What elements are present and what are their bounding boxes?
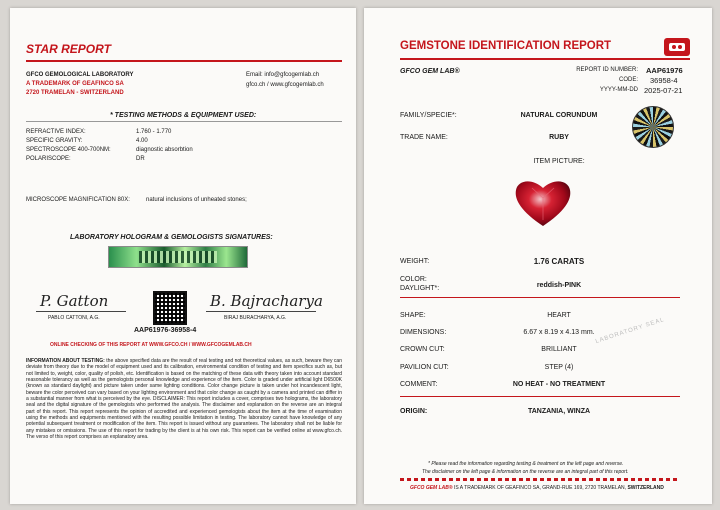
signer-1-name: PABLO CATTONI, A.G.	[48, 315, 100, 321]
online-check-link[interactable]: ONLINE CHECKING OF THIS REPORT AT WWW.GFCO.CH / WWW.GFCOGEMLAB.CH	[50, 342, 252, 348]
report-id-label: REPORT ID NUMBER:	[576, 67, 638, 73]
weight-label: WEIGHT:	[400, 258, 430, 265]
signature-line-1	[36, 311, 126, 312]
hologram-heading: LABORATORY HOLOGRAM & GEMOLOGISTS SIGNATURES:	[70, 234, 273, 241]
qr-code-icon[interactable]	[153, 291, 187, 325]
spec-value-ri: 1.760 - 1.770	[136, 129, 172, 135]
hologram-image	[108, 246, 248, 268]
signature-2: B. Bajracharya	[210, 292, 323, 310]
spec-label-sg: SPECIFIC GRAVITY:	[26, 138, 83, 144]
origin-value: TANZANIA, WINZA	[527, 408, 591, 415]
lab-website: gfco.ch / www.gfcogemlab.ch	[246, 82, 324, 88]
comment-divider	[400, 396, 680, 397]
dimensions-label: DIMENSIONS:	[400, 329, 447, 336]
comment-label: COMMENT:	[400, 381, 438, 388]
methods-divider	[26, 121, 342, 122]
right-page	[364, 8, 712, 504]
color-divider	[400, 297, 680, 298]
daylight-label: DAYLIGHT*:	[400, 285, 440, 292]
color-label: COLOR:	[400, 276, 427, 283]
shape-value: HEART	[547, 312, 571, 319]
footer-brand: GFCO GEM LAB®	[410, 485, 453, 491]
title-rule	[26, 60, 342, 62]
gem-lab-name: GFCO GEM LAB®	[400, 68, 460, 75]
spec-label-ri: REFRACTIVE INDEX:	[26, 129, 86, 135]
spec-label-spectro: SPECTROSCOPE 400-700NM:	[26, 147, 111, 153]
pavilion-cut-label: PAVILION CUT:	[400, 364, 449, 371]
testing-information	[26, 358, 342, 440]
family-label: FAMILY/SPECIE*:	[400, 112, 457, 119]
spec-label-polariscope: POLARISCOPE:	[26, 156, 71, 162]
crown-cut-label: CROWN CUT:	[400, 346, 445, 353]
seal-watermark: LABORATORY SEAL	[594, 316, 666, 346]
gfco-logo-icon	[664, 38, 690, 56]
weight-value: 1.76 CARATS	[533, 257, 585, 266]
spec-value-spectro: diagnostic absorbtion	[136, 147, 193, 153]
lab-email: Email: info@gfcogemlab.ch	[246, 72, 320, 78]
signer-2-name: BIRAJ BURACHARYA, A.G.	[224, 315, 287, 321]
code-value: 36958-4	[650, 76, 678, 85]
star-report-title: STAR REPORT	[26, 42, 111, 56]
item-picture-label: ITEM PICTURE:	[533, 158, 585, 165]
dimensions-value: 6.67 x 8.19 x 4.13 mm.	[523, 329, 595, 336]
trade-name-label: TRADE NAME:	[400, 134, 448, 141]
origin-label: ORIGIN:	[400, 408, 428, 415]
footer-text: IS A TRADEMARK OF GEAFINCO SA, GRAND-RUE 169, 2720 TRAMELAN,	[453, 485, 627, 491]
date-value: 2025-07-21	[644, 86, 683, 95]
laboratory-seal-icon	[632, 106, 674, 148]
footer-line	[410, 485, 664, 491]
report-id-value: AAP61976	[646, 66, 683, 75]
signature-line-2	[206, 311, 316, 312]
crown-cut-value: BRILLIANT	[541, 346, 577, 353]
microscope-value: natural inclusions of unheated stones;	[146, 197, 247, 203]
footnote-2: The disclaimer on the left page & information on the reverse are an integral part of this report.	[422, 469, 629, 475]
footnote-1: * Please read the information regarding testing & treatment on the left page and reverse.	[428, 461, 624, 467]
comment-value: NO HEAT - NO TREATMENT	[512, 381, 606, 388]
trade-name-value: RUBY	[549, 134, 569, 141]
methods-heading: * TESTING METHODS & EQUIPMENT USED:	[110, 112, 257, 119]
report-reference: AAP61976-36958-4	[134, 327, 197, 334]
microscope-label: MICROSCOPE MAGNIFICATION 80X:	[26, 197, 130, 203]
info-lead: INFORMATION ABOUT TESTING:	[26, 358, 105, 364]
code-label: CODE:	[618, 77, 638, 83]
signature-1: P. Gatton	[40, 292, 109, 310]
gemstone-report-title: GEMSTONE IDENTIFICATION REPORT	[400, 40, 612, 52]
footer-stripe	[400, 478, 680, 481]
spec-value-polariscope: DR	[136, 156, 145, 162]
footer-country: SWITZERLAND	[627, 485, 664, 491]
lab-name: GFCO GEMOLOGICAL LABORATORY	[26, 72, 134, 78]
spec-value-sg: 4.00	[136, 138, 148, 144]
title-rule-right	[400, 58, 690, 60]
color-value: reddish-PINK	[536, 282, 582, 289]
date-label: YYYY-MM-DD	[599, 87, 638, 93]
left-page	[10, 8, 356, 504]
family-value: NATURAL CORUNDUM	[520, 112, 598, 119]
pavilion-cut-value: STEP (4)	[544, 364, 574, 371]
ruby-heart-image	[512, 176, 574, 228]
lab-tagline-2: 2720 TRAMELAN - SWITZERLAND	[26, 90, 124, 96]
shape-label: SHAPE:	[400, 312, 426, 319]
lab-tagline-1: A TRADEMARK OF GEAFINCO SA	[26, 81, 124, 87]
info-text: the above specified data are the result of real testing and not theoretical values, as such, beware they can deviate from theory due to the model of equipment used and its calibration, environmental condition of testing and item specifics such as, but not limited to, weight, color, quality of polish, etc. Identification is based on the matching of these data with theory taken into account standard reasonable tolerancy as well as the gemologists personal knowledge and experience of the item. Color is graded under artificial light D6500K (known as standard daylight) and picture taken under same lighting conditions. Color change picture is taken under hot incandescent light, beware the color perceived can vary based on your lighting environment and that color change as caught by a camera and printed can differ in a substantial manner from what is perceived by the eye. DISCLAIMER: This report includes a cover, comprises two holograms, the laboratory seal and the digital signature of the gemologists who performed the analysis. The disclaimer and explanation on the reverse are an integral part of this report. This report represents the opinion of accredited and experienced gemologists about the item at the time of examination using the methods and equipments mentioned with the resulting possible limitation in testing. The laboratory cannot have knowledge of any potential subsequent treatment or modification of the item. This report is issued without any guarantees. The laboratory shall not be liable for any mistakes or omissions. The use of this report for trading by the client is at his own risk. This report can be verified online at www.gfco.ch. The verso of this report comprises an explanatory area.	[26, 358, 342, 441]
